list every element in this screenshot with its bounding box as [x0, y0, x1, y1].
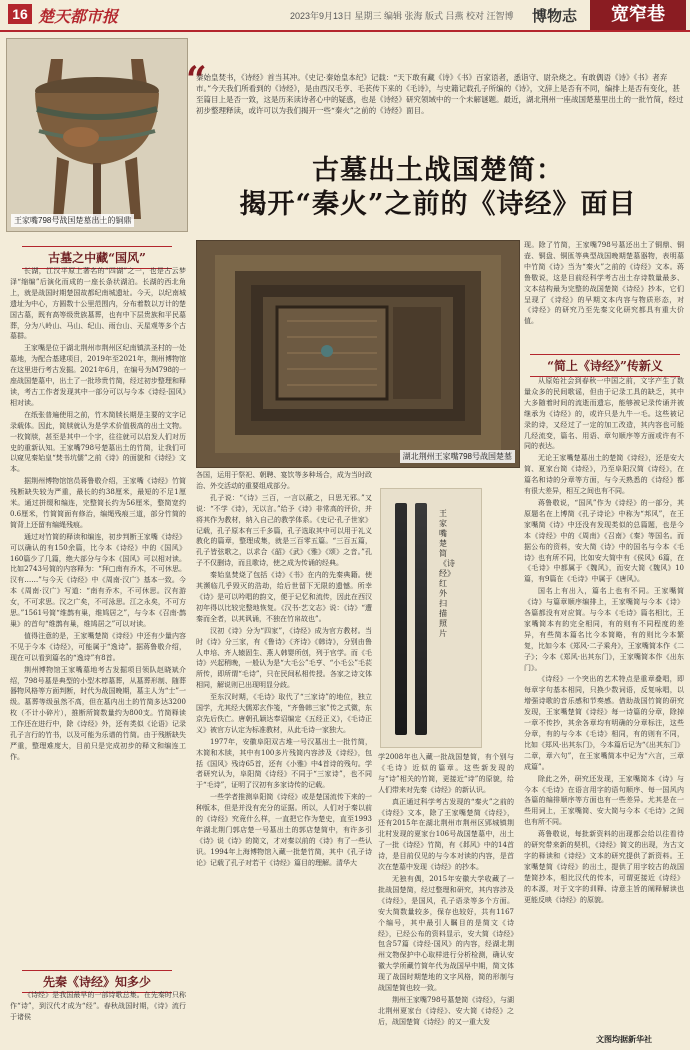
photo-credit: 文图均据新华社	[596, 1035, 652, 1044]
bamboo-slip	[395, 503, 407, 735]
paragraph: 值得注意的是，王家嘴楚简《诗经》中还有少量内容不见于今本《诗经》，可能属于“逸诗”。据蒋鲁敬介绍，现在可以看到篇名的“逸诗”有8首。	[10, 631, 186, 662]
article-column-1	[10, 266, 186, 968]
paragraph: 国名上有出入，篇名上也有不同。王家嘴简《诗》与篇章顺序编排上，王家嘴简与今本《诗》各篇都没有对应简。与今本《毛诗》篇名相比，王家嘴简本有的完全相同，有的则有不同程度的差异，有些简本篇名比今本简略，有的则比今本繁复，比如今本《郑风·二子乘舟》，王家嘴简本作《二子》；今本《郑风·出其东门》，王家嘴简本作《出东门》。	[524, 587, 684, 672]
paragraph: 孔子说：“《诗》三百，一言以蔽之，曰思无邪。”又说：“不学《诗》，无以言。”给予《诗》非常高的评价，并将其作为教材，纳入自己的教学体系。《史记·孔子世家》记载，孔子原本有三千多篇，孔子选取其中可以用于礼义教化的篇章，整理成集，就是三百零五篇。“三百五篇，孔子皆弦歌之，以求合《韶》《武》《雅》《颂》之音。”孔子不仅删诗，而且歌诗，使之成为传诵的经典。	[196, 493, 372, 568]
bronze-ding-photo	[6, 38, 188, 232]
paragraph: 荆州王家嘴798号墓楚简《诗经》，与湖北荆州夏家台《诗经》、安大简《诗经》之后，战国楚简《诗经》的又一重大发	[378, 995, 514, 1026]
paragraph: 蒋鲁敬说，每批新资料的出现都会给以往看待的研究带来新的契机，《诗经》简文的出现，为古文字的释读和《诗经》文本的研究提供了新资料。王家嘴楚简《诗经》的出土，提供了用字较古的战国楚简抄本，相比汉代的传本，可谓更接近《诗经》的本源，对于文字的训释、诗意主旨的阐释解读也更能反映《诗经》的原貌。	[524, 830, 684, 904]
paragraph: 一些学者推测阜阳简《诗经》或是楚国流传下来的一种版本，但是并没有充分的证据。所以，人们对于秦以前的《诗经》究竟什么样，一直把它作为楚史，直至1993年湖北荆门郭店楚一号墓出土的郭店楚简中，有许多引《诗》说《诗》的简文，才对秦以前的《诗》有了一些认识。1994年上海博物馆入藏一批楚竹简，其中《孔子诗论》记载了孔子对若干《诗经》篇目的理解。清华大	[196, 793, 372, 867]
tomb-illustration	[197, 241, 519, 467]
paragraph: 除此之外，研究还发现，王家嘴简本《诗》与今本《毛诗》在语言用字的语句顺序、每一国风内各篇的编排顺序等方面也有一些差异。尤其是在一些用词上，王家嘴简、安大简与今本《毛诗》之间也有所不同。	[524, 774, 684, 827]
bronze-ding-illustration	[7, 39, 187, 231]
quote-mark-icon: “	[186, 59, 207, 101]
paragraph: 真正通过科学考古发现的“秦火”之前的《诗经》文本，除了王家嘴楚简《诗经》，还有2015年在湖北荆州市荆州区郢城镇荆北村发现的夏家台106号战国楚墓中，出土了一批《诗经》竹简，有《邶风》中的14首诗，是目前仅见的与今本对读的内容，是首次在楚墓中发现《诗经》的抄本。	[378, 797, 514, 872]
headline-line-1: 古墓出土战国楚简：	[312, 155, 564, 186]
bamboo-slips-caption: 王家嘴楚简《诗经》红外扫描照片	[439, 509, 455, 638]
issue-meta: 2023年9月13日 星期三 编辑 张海 版式 吕燕 校对 汪智博	[290, 11, 514, 21]
paragraph: 学2008年也入藏一批战国楚简，有个别与《毛诗》近似的篇章。这些新发现的与“诗”相关的竹简，更接近“诗”的原貌，给人们带来对先秦《诗经》的新认识。	[378, 753, 514, 794]
subhead-2: 先秦《诗经》知多少	[22, 970, 172, 993]
paragraph: 各国，运用于祭祀、朝聘、宴饮等多种场合，成为当时政治、外交活动的重要组成部分。	[196, 471, 372, 490]
paragraph: 1977年，安徽阜阳双古堆一号汉墓出土一批竹简，木简和木牍，其中有100多片残简内容涉及《诗经》，包括《国风》残诗65首，还有《小雅》中4首诗的残句。学者研究认为，阜阳简《诗经》不同于“三家诗”，也不同于“毛诗”，证明了汉初有多家诗传的记载。	[196, 737, 372, 790]
paragraph: 无独有偶，2015年安徽大学收藏了一批战国楚简，经过整理和研究，其内容涉及《诗经》，是国风，孔子语录等多个方面。安大简数量较多，保存也较好，共有1167个编号，其中最引人瞩目的是简文《诗经》，已经公布的资料显示，安大简《诗经》包含57篇《诗经·国风》的内容，经湖北荆州文物保护中心取样进行分析检测，确认安徽大学所藏竹简年代为战国早中期，简文体现了战国时期楚地的文字风格，简的形制与战国楚简也较一致。	[378, 874, 514, 993]
subhead-1: 古墓之中藏“国风”	[22, 246, 172, 269]
paragraph: 从原始社会到春秋一中国之前，文字产生了数量众多的民间歌谣，但由于记录工具的缺乏，其中大多随着时间的流逝而遗忘，能够被记录传诵并被继承为《诗经》的，或许只是九牛一毛。这些被记录的诗，又经过了一定的加工改造，其内容也可能几经流变，篇名、用语、章句顺序等方面或许有不同的表达。	[524, 377, 684, 451]
paragraph: 《诗经》一个突出的艺术特点是重章叠唱，即每章字句基本相同，只换少数词语，反复咏唱，以增强诗歌的音乐感和节奏感。借助战国竹简的研究发现，王家嘴楚简《诗经》每一诗篇的分章，除掉一章不传抄，其余各章均有明确的分章标注，这些分章，有的与今本《毛诗》相同，有的则有不同，比如《郑风·出其东门》，今本篇后记为“《出其东门》二章，章六句”，在王家嘴简本中记为“六言，三章成篇”。	[524, 675, 684, 771]
headline-line-2: 揭开“秦火”之前的《诗经》面目	[239, 189, 637, 220]
bamboo-slip	[415, 503, 427, 735]
paragraph: 王家嘴是位于湖北荆州市荆州区纪南镇洪圣村的一处墓地，为配合基建项目，2019年至2021年，荆州博物馆在这里进行考古发掘。2021年6月，在编号为M798的一座战国楚墓中，出土了一批珍贵竹简，经过初步整理和释读，考古工作者发现其中一部分可以与今本《诗经·国风》相对读。	[10, 344, 186, 407]
paragraph: 无论王家嘴楚墓出土的楚简《诗经》，还是安大简、夏家台简《诗经》，乃至阜阳汉简《诗经》，在篇名和诗的分章等方面，与今天熟悉的《诗经》都有很大差异，相互之间也有不同。	[524, 454, 684, 496]
paragraph: 通过对竹简的释读和编连，初步判断王家嘴《诗经》可以确认的有150余篇，比今本《诗经》中的《国风》160篇少了几篇，绝大部分与今本《国风》可以相对读。比如2743号简的内容释为：“拜□南有乔木，不可休思。汉有……”与今天《诗经》中《周南·汉广》基本一致。今本《周南·汉广》写道：“南有乔木，不可休思。汉有游女，不可求思。汉之广矣，不可泳思。江之永矣，不可方思。”1561号简“维鹊有巢，维鸠居之”，与今本《召南·鹊巢》的首句“维鹊有巢，维鸠居之”可以对读。	[10, 532, 186, 628]
paragraph: 长湖，江汉平原上著名的“四湖”之一，也是古云梦泽“缩编”后演化而成的一座长条状湖泊。长湖的西北角上，就是战国时期楚国故都纪南城遗址。今天，以纪南城遗址为中心，方圆数十公里范围内，分布着数以万计的楚国古墓，既有高等级贵族墓葬，也有中下层贵族和平民墓葬，分为八岭山、马山、纪山、雨台山、天星观等多个古墓群。	[10, 267, 186, 341]
paragraph: 据荆州博物馆馆员蒋鲁敬介绍，王家嘴《诗经》竹简残断缺失较为严重，最长的约38厘米，最短的不足1厘米。通过拼缀和编连，完整简长约为56厘米，整简宽约0.6厘米，竹简简面有修治，编绳残痕三道，部分竹简的简背上还留有编绳残痕。	[10, 477, 186, 529]
page-number: 16	[8, 4, 32, 24]
tomb-photo	[196, 240, 520, 468]
column-name: 宽窄巷	[590, 0, 686, 30]
newspaper-brand: 楚天都市报	[38, 7, 119, 26]
article-column-1b	[10, 990, 186, 1046]
paragraph: 汉初《诗》分为“四家”，《诗经》成为官方教材。当时《诗》分三家，有《鲁诗》《齐诗》《韩诗》，分别由鲁人申培、齐人辕固生、燕人韩婴所创，列于官学。而《毛诗》兴起稍晚，一般认为是“大毛公”毛亨、“小毛公”毛苌所传，即所谓“毛诗”，只在民间私相传授。各家之诗文体相同，解说则已出现明显分歧。	[196, 626, 372, 690]
article-column-4b	[524, 376, 684, 1030]
paragraph: 现。除了竹简，王家嘴798号墓还出土了铜鼎、铜壶、铜盘、铜匜等典型战国晚期楚墓器物，表明墓中竹简《诗》当为“秦火”之前的《诗经》文本。蒋鲁敬说，这是目前经科学考古出土存诗数量最多、文本结构最为完整的战国楚简《诗经》抄本，它们呈现了《诗经》的早期文本内容与物质形态，对《诗经》的研究乃至先秦文化研究都具有重大价值。	[524, 241, 684, 326]
article-column-3	[378, 752, 514, 1046]
lead-paragraph: 秦始皇焚书，《诗经》首当其冲。《史记·秦始皇本纪》记载：“天下敢有藏《诗》《书》百家语者，悉诣守、尉杂烧之。有敢偶语《诗》《书》者弃市。”今天我们所看到的《诗经》，是由西汉毛亨、毛苌传下来的《毛诗》，与史籍记载孔子所编的《诗》，文辞上是否有不同，编排上是否有变化，甚至篇目上是否一致，这是历来读诗者心中的疑惑，也是《诗经》研究领域中的一个未解谜题。最近，湖北荆州一座战国楚墓里出土的一批竹简，经过初步整理释读，或许可以为我们揭开一些“秦火”之前的《诗经》面目。	[196, 73, 684, 115]
paragraph: 荆州博物馆王家嘴墓地考古发掘项目领队赵晓斌介绍，798号墓是典型的小型木椁墓葬，从墓葬形制、随葬器物风格等方面判断，时代为战国晚期，墓主人为“士”一级。墓葬等级虽然不高，但在墓内出土的竹简多达3200枚（不计小碎片），推断所简数量约为800支。竹简释读工作还在进行中，除《诗经》外，还有类似《论语》记录孔子言行的竹书，以及可能为乐谱的竹简。由于残断缺失严重，整理难度大，目前只是完成初步的释文和编连工作。	[10, 665, 186, 761]
section-name: 博物志	[532, 7, 578, 25]
page-header	[0, 0, 690, 32]
subhead-3: “简上《诗经》”传新义	[530, 354, 680, 377]
bamboo-slips-photo	[380, 488, 482, 748]
paragraph: 《诗经》是我国最早的一部诗歌总集。在先秦时只称作“诗”，到汉代才成为“经”。春秋战国时期，《诗》流行于诸侯	[10, 991, 186, 1021]
article-column-2	[196, 470, 372, 1046]
paragraph: 蒋鲁敬说，“国风”作为《诗经》的一部分，其原题名在上博简《孔子诗论》中称为“邦风”，在王家嘴简《诗》中还没有发现类似的总篇题，也是今本《诗经》中的《周南》《召南》《秦》等国名。而据公布的资料，安大简《诗》中的国名与今本《毛诗》也有所不同，比如安大简中有《侯风》6篇，在《毛诗》中都属于《魏风》，而安大简《魏风》10篇，有9篇在《毛诗》中属于《唐风》。	[524, 498, 684, 584]
paragraph: 秦始皇焚烧了包括《诗》《书》在内的先秦典籍。使其濒临几乎毁灭的浩劫，给后世留下无限的遗憾。所幸《诗》是可以吟唱的韵文，便于记忆和流传，因此在西汉初年得以比较完整地恢复。《汉书·艺文志》说：《诗》“遭秦而全者，以其讽诵，不独在竹帛故也”。	[196, 571, 372, 623]
article-column-4	[524, 240, 684, 348]
paragraph: 在纸张普遍使用之前，竹木简牍长期是主要的文字记录载体。因此，简牍就认为是学术价值极高的出土文物。一枚简牍，甚至是其中一个字，往往就可以启发人们对历史的重新认知。王家嘴798号楚墓出土的竹简，让我们可以窥见秦始皇“焚书坑儒”之前《诗》的面貌和《诗经》文本。	[10, 410, 186, 474]
bronze-ding-caption: 王家嘴798号战国楚墓出土的铜鼎	[11, 214, 134, 227]
tomb-caption: 湖北荆州王家嘴798号战国楚墓	[400, 450, 515, 463]
paragraph: 至东汉时期，《毛诗》取代了“三家诗”的地位，独立国学，尤其经大儒郑玄作笺，“齐鲁韩三家”传之式微，东京先后佚亡。唐朝孔颖达奉诏编定《五经正义》，《毛诗正义》被官方认定为标准教材，从此毛诗一家独大。	[196, 693, 372, 734]
